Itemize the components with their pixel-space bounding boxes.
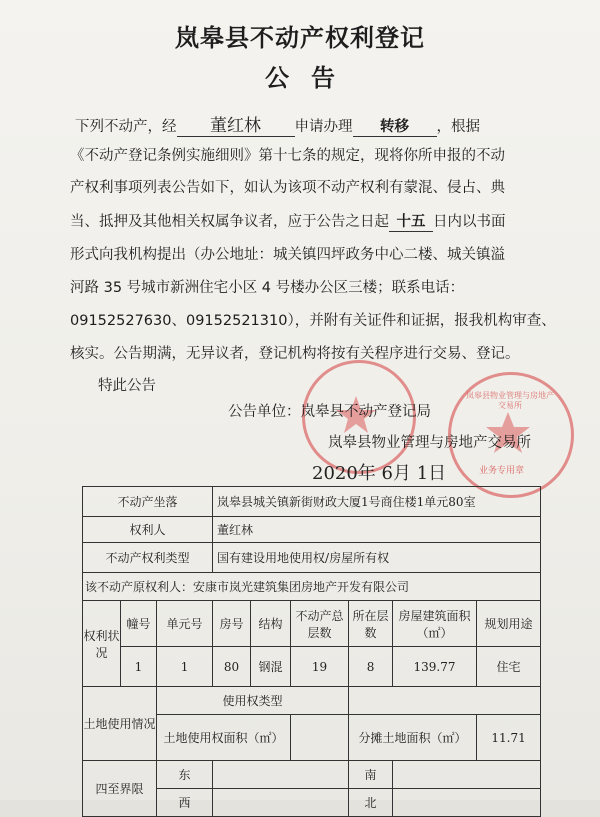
value-cell: 139.77 <box>393 647 477 687</box>
signature-line-1 <box>228 400 431 421</box>
value-cell: 80 <box>213 647 251 687</box>
east-value <box>213 761 349 789</box>
table-row <box>83 543 541 573</box>
value-cell: 钢混 <box>251 647 291 687</box>
body-line-3: 产权利事项列表公告如下，如认为该项不动产权利有蒙混、侵占、典 <box>70 180 505 196</box>
seal-text: 岚皋县物业管理与房地产交易所 <box>466 391 554 410</box>
shared-area-value: 11.71 <box>477 715 541 761</box>
value-cell: 19 <box>291 647 349 687</box>
value-cell: 住宅 <box>477 647 541 687</box>
table-row <box>83 647 541 687</box>
body-line-8: 核实。公告期满，无异议者，登记机构将按有关程序进行交易、登记。 <box>70 346 520 362</box>
land-use-area-label: 土地使用权面积（㎡） <box>157 715 291 761</box>
table-row <box>83 517 541 543</box>
west-value <box>213 789 349 817</box>
original-holder-label: 该不动产原权利人： <box>85 580 194 594</box>
right-type-value: 国有建设用地使用权/房屋所有权 <box>213 543 541 573</box>
original-holder-value: 安康市岚光建筑集团房地产开发有限公司 <box>193 580 410 594</box>
table-row <box>83 487 541 517</box>
table-row <box>83 601 541 647</box>
value-cell: 8 <box>349 647 393 687</box>
shared-area-label: 分摊土地面积（㎡） <box>349 715 477 761</box>
body-line-5: 形式向我机构提出（办公地址：城关镇四坪政务中心二楼、城关镇溢 <box>70 247 505 263</box>
objection-days: 十五 <box>389 210 433 232</box>
col-header: 单元号 <box>157 601 213 647</box>
signature-label: 公告单位： <box>228 404 301 420</box>
location-value: 岚皋县城关镇新街财政大厦1号商住楼1单元80室 <box>213 487 541 517</box>
status-label: 权利状况 <box>83 601 121 687</box>
seal-subtext: 业务专用章 <box>479 466 525 476</box>
value-cell: 1 <box>157 647 213 687</box>
body-line-4 <box>70 210 506 232</box>
holder-value: 董红林 <box>213 517 541 543</box>
col-header: 所在层数 <box>349 601 393 647</box>
north-value <box>393 789 541 817</box>
applicant-name: 董红林 <box>177 111 295 137</box>
business-type: 转移 <box>353 115 437 137</box>
col-header: 规划用途 <box>477 601 541 647</box>
land-label: 土地使用情况 <box>83 687 157 761</box>
signature-unit-2: 岚皋县物业管理与房地产交易所 <box>328 435 531 451</box>
location-label: 不动产坐落 <box>83 487 213 517</box>
east-label: 东 <box>157 761 213 789</box>
land-use-area-value <box>291 715 349 761</box>
original-holder-cell <box>83 573 541 601</box>
west-label: 西 <box>157 789 213 817</box>
document-subtitle: 公告 <box>265 64 357 92</box>
south-label: 南 <box>349 761 393 789</box>
col-header: 房屋建筑面积（㎡） <box>393 601 477 647</box>
property-table <box>82 486 541 817</box>
signature-unit-1: 岚皋县不动产登记局 <box>300 404 431 420</box>
body-line-7: 09152527630、09152521310），并附有关证件和证据，报我机构审查、 <box>70 313 556 329</box>
north-label: 北 <box>349 789 393 817</box>
body-line-1 <box>75 111 480 137</box>
body-line-2: 《不动产登记条例实施细则》第十七条的规定，现将你所申报的不动 <box>70 148 505 164</box>
value-cell: 1 <box>121 647 157 687</box>
body-text: 日内以书面 <box>433 214 506 230</box>
right-type-label: 不动产权利类型 <box>83 543 213 573</box>
table-row <box>83 761 541 789</box>
col-header: 房号 <box>213 601 251 647</box>
closing-text: 特此公告 <box>98 378 156 394</box>
table-row <box>83 573 541 601</box>
document-title: 岚皋县不动产权利登记 <box>175 24 425 52</box>
land-use-type-value <box>349 687 541 715</box>
land-use-type-label: 使用权类型 <box>157 687 349 715</box>
col-header: 结构 <box>251 601 291 647</box>
col-header: 幢号 <box>121 601 157 647</box>
body-text: 申请办理 <box>294 119 353 135</box>
holder-label: 权利人 <box>83 517 213 543</box>
boundary-label: 四至界限 <box>83 761 157 817</box>
col-header: 不动产总层数 <box>291 601 349 647</box>
body-line-6: 河路 35 号城市新洲住宅小区 4 号楼办公区三楼；联系电话： <box>70 280 465 296</box>
body-text: ，根据 <box>436 119 480 135</box>
body-text: 当、抵押及其他相关权属争议者，应于公告之日起 <box>70 214 389 230</box>
south-value <box>393 761 541 789</box>
body-text: 下列不动产，经 <box>75 119 177 135</box>
signature-date: 2020年 6月 1日 <box>312 463 447 484</box>
table-row <box>83 687 541 715</box>
